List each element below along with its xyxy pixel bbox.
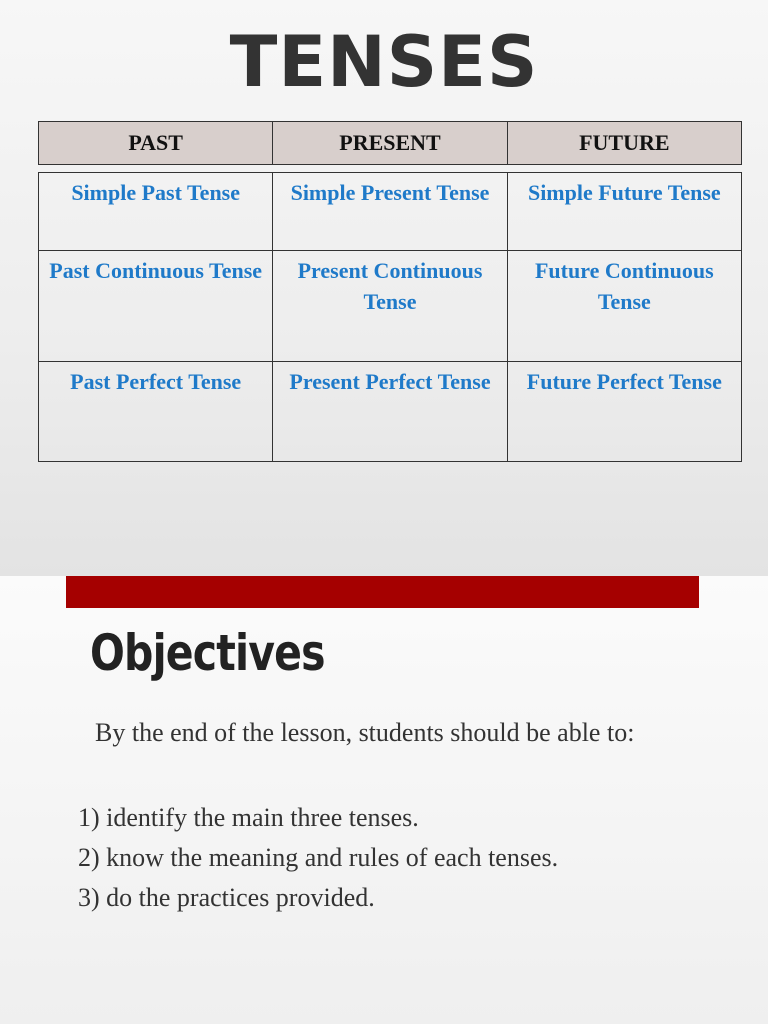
objectives-list [78,798,558,918]
table-row [39,362,742,462]
column-header-present: PRESENT [273,122,507,165]
tenses-table [38,172,742,462]
table-cell: Future Continuous Tense [507,251,741,362]
list-item: 1) identify the main three tenses. [78,803,419,832]
table-cell: Future Perfect Tense [507,362,741,462]
table-cell: Past Continuous Tense [39,251,273,362]
table-cell: Present Continuous Tense [273,251,507,362]
column-header-future: FUTURE [507,122,741,165]
column-header-past: PAST [39,122,273,165]
objectives-intro: By the end of the lesson, students should be able to: [95,718,635,747]
objectives-slide [0,576,768,1024]
list-item: 3) do the practices provided. [78,883,375,912]
objectives-title: Objectives [90,624,325,682]
accent-bar [66,576,699,608]
table-cell: Present Perfect Tense [273,362,507,462]
slide-title: TENSES [229,21,539,103]
header-row [39,122,742,165]
list-item: 2) know the meaning and rules of each tenses. [78,843,559,872]
tenses-header-table [38,121,742,165]
table-cell: Simple Present Tense [273,173,507,251]
table-row [39,173,742,251]
table-cell: Simple Future Tense [507,173,741,251]
table-row [39,251,742,362]
table-cell: Simple Past Tense [39,173,273,251]
table-cell: Past Perfect Tense [39,362,273,462]
